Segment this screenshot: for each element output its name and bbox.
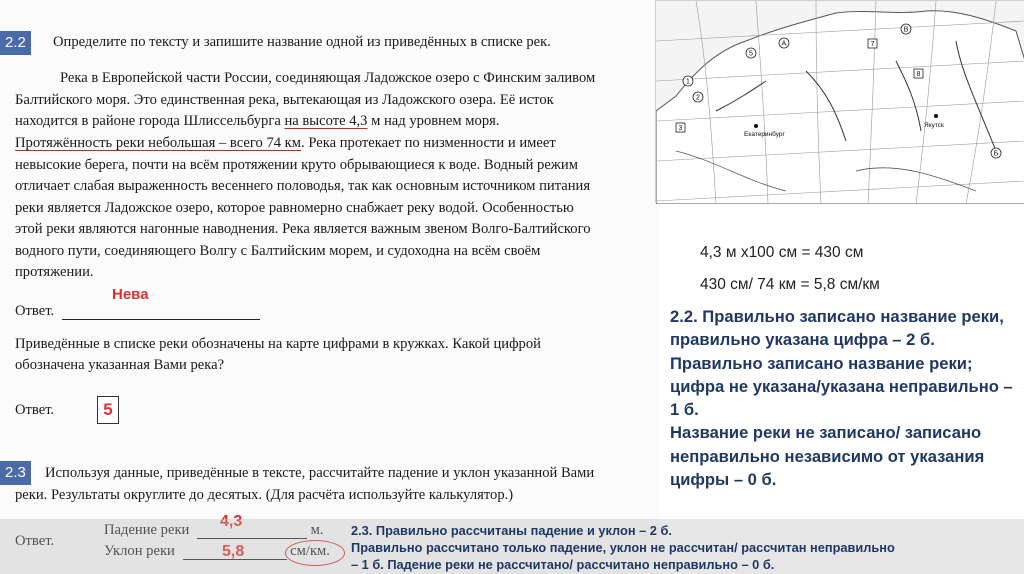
passage-line-6: отличает слабая выраженность весеннего половодья, так как основным источником питания: [15, 178, 591, 194]
passage-line-7: реки является Ладожское озеро, которое равномерно снабжает реку водой. Особенностью: [15, 200, 574, 216]
task23-instruction-1: Используя данные, приведённые в тексте, рассчитайте падение и уклон указанной Вами: [45, 465, 595, 481]
passage-line-2: Балтийского моря. Это единственная река, вытекающая из Ладожского озера. Её исток: [15, 92, 554, 108]
question-line-1: Приведённые в списке реки обозначены на карте цифрами в кружках. Какой цифрой: [15, 336, 541, 352]
slope-label: Уклон реки: [104, 543, 175, 559]
fall-value: 4,3: [220, 513, 243, 530]
map-marker-b: Б: [993, 150, 999, 158]
russia-map: [655, 0, 1024, 203]
map-marker-1: 1: [686, 78, 690, 86]
answer-row-1: [15, 303, 260, 320]
passage-line-3a: находится в районе города Шлиссельбурга: [15, 113, 285, 129]
slope-value: 5,8: [222, 543, 245, 560]
answer2-label: Ответ.: [15, 402, 55, 418]
answer-label: Ответ.: [15, 303, 55, 319]
answer-river-name: Нева: [112, 286, 149, 303]
map-marker-v: В: [903, 26, 909, 34]
bottom-line-2: Правильно рассчитано только падение, уклон не рассчитан/ рассчитан неправильно: [351, 540, 895, 555]
passage-line-8: этой реки являются нагонные наводнения. Река является важным звеном Волго-Балтийского: [15, 221, 591, 237]
question-line-2: обозначена указанная Вами река?: [15, 357, 225, 373]
passage-line-5: невысокие берега, почти на всём протяжении круто обрывающиеся к воде. Водный режим: [15, 157, 578, 173]
map-marker-5: 5: [749, 50, 753, 58]
map-city-yakutsk: Якутск: [924, 122, 944, 129]
criteria-line-2: Правильно записано название реки; цифра не указана/указана неправильно – 1 б.: [670, 353, 1013, 420]
calc-line-2: 430 см/ 74 км = 5,8 см/км: [700, 276, 880, 293]
underlined-height: на высоте 4,3: [284, 113, 368, 129]
answer-digit-box[interactable]: 5: [97, 396, 119, 424]
map-marker-2: 2: [696, 94, 700, 102]
passage-line-4b: . Река протекает по низменности и имеет: [301, 135, 556, 151]
passage-line-9: водного пути, соединяющего Волгу с Балтийским морем, и судоходна на всём своём: [15, 243, 541, 259]
calc-line-1: 4,3 м х100 см = 430 см: [700, 244, 864, 261]
passage-line-3c: м над уровнем моря.: [367, 113, 500, 129]
fall-unit: м.: [310, 522, 324, 538]
map-city-yekaterinburg: Екатеринбург: [744, 131, 785, 138]
map-marker-7: 7: [870, 41, 875, 48]
passage-line-1: Река в Европейской части России, соединяющая Ладожское озеро с Финским заливом: [60, 70, 596, 86]
slope-unit: см/км.: [290, 543, 330, 559]
task-tag-2-3: 2.3: [0, 461, 31, 485]
map-marker-8: 8: [916, 71, 921, 78]
criteria-line-1: 2.2. Правильно записано название реки, правильно указана цифра – 2 б.: [670, 307, 1004, 350]
map-marker-a: А: [781, 40, 787, 48]
map-marker-3: 3: [678, 125, 683, 132]
fall-label: Падение реки: [104, 522, 190, 538]
criteria-block: [670, 305, 1020, 491]
passage-line-4: [15, 135, 556, 152]
bottom-line-1: 2.3. Правильно рассчитаны падение и уклон – 2 б.: [351, 523, 672, 538]
underlined-length: Протяжённость реки небольшая – всего 74 км: [15, 135, 302, 151]
task22-instruction: Определите по тексту и запишите название одной из приведённых в списке рек.: [53, 34, 551, 50]
passage-line-10: протяжении.: [15, 264, 94, 280]
answer-line[interactable]: [62, 306, 260, 320]
bottom-criteria: [351, 522, 1021, 573]
map-svg: [656, 1, 1024, 204]
task23-answer-label: Ответ.: [15, 533, 55, 549]
bottom-line-3: – 1 б. Падение реки не рассчитано/ рассчитано неправильно – 0 б.: [351, 557, 775, 572]
criteria-line-3: Название реки не записано/ записано неправильно независимо от указания цифры – 0 б.: [670, 423, 985, 490]
task23-instruction-2: реки. Результаты округлите до десятых. (Для расчёта используйте калькулятор.): [15, 487, 514, 503]
task-tag-2-2: 2.2: [0, 31, 31, 55]
passage-line-3: [15, 113, 500, 130]
